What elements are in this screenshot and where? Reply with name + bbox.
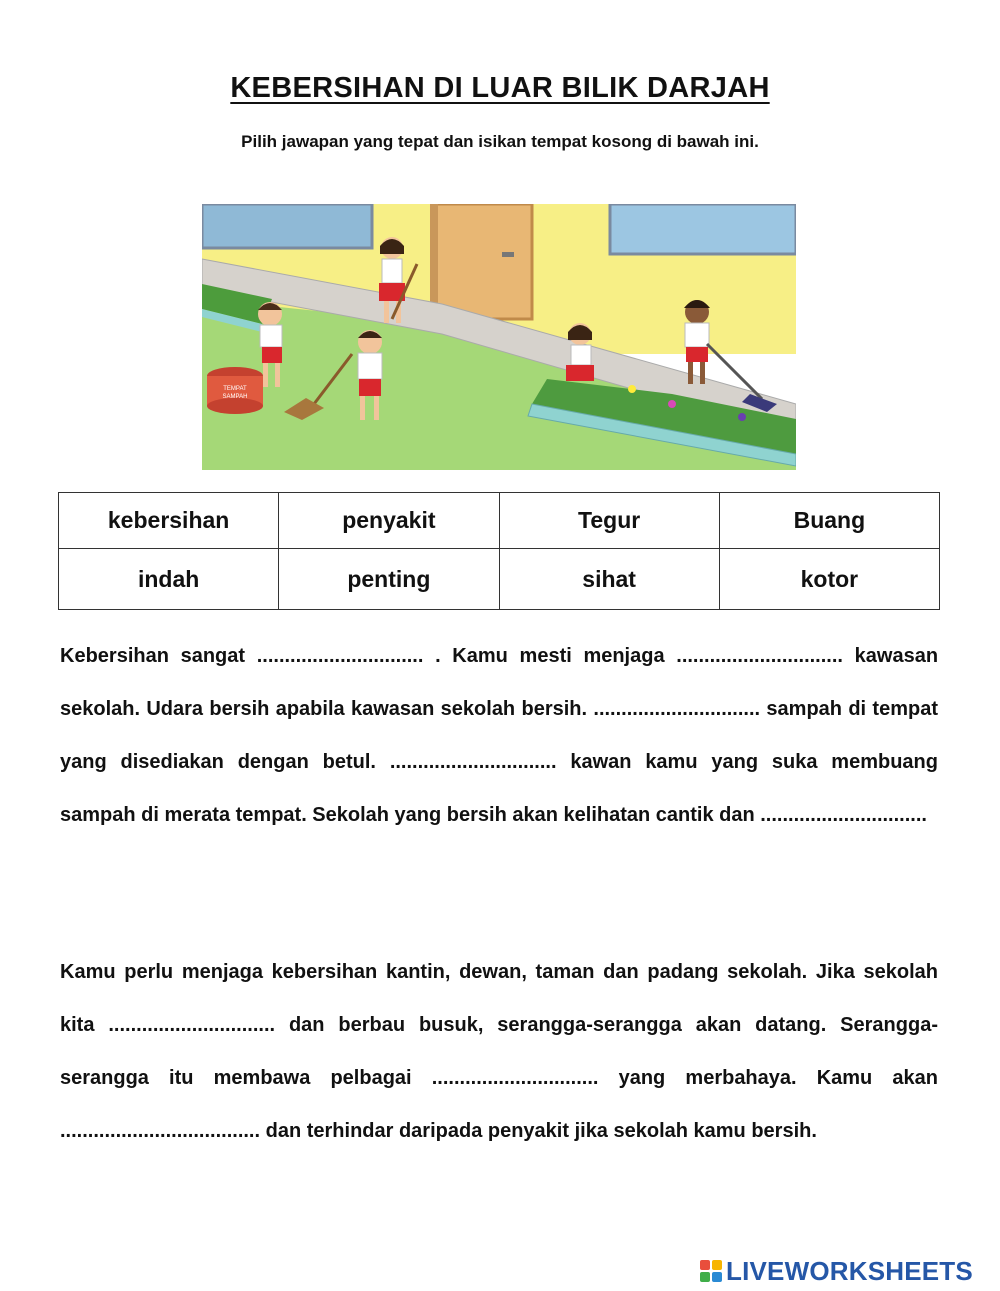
word-bank-row bbox=[59, 493, 940, 549]
logo-tile bbox=[712, 1260, 722, 1270]
liveworksheets-logo-icon bbox=[700, 1260, 722, 1282]
answer-blank-3[interactable]: .............................. bbox=[593, 698, 761, 720]
school-cleaning-illustration bbox=[202, 204, 796, 470]
paragraph-text: sampah di tempat yang disediakan dengan betul. bbox=[60, 698, 938, 773]
word-bank-cell: kotor bbox=[719, 549, 939, 610]
answer-blank-5[interactable]: .............................. bbox=[760, 804, 927, 826]
bin-label-bottom: SAMPAH bbox=[222, 394, 248, 400]
answer-blank-4[interactable]: .............................. bbox=[389, 751, 557, 773]
word-bank-table bbox=[58, 492, 940, 610]
logo-tile bbox=[712, 1272, 722, 1282]
instruction-text: Pilih jawapan yang tepat dan isikan tempat kosong di bawah ini. bbox=[241, 132, 759, 151]
word-bank-cell: Buang bbox=[719, 493, 939, 549]
paragraph-text: Kamu perlu menjaga kebersihan kantin, dewan, taman dan padang sekolah. Jika sekolah kita bbox=[60, 961, 938, 1036]
paragraph-2 bbox=[60, 946, 938, 1158]
word-bank-cell: indah bbox=[59, 549, 279, 610]
paragraph-text: dan berbau busuk, serangga-serangga akan datang. Serangga-serangga itu membawa pelbagai bbox=[60, 1014, 938, 1089]
paragraph-text: yang merbahaya. Kamu akan bbox=[618, 1067, 938, 1089]
paragraph-text: . Kamu mesti menjaga bbox=[435, 645, 665, 667]
answer-blank-2[interactable]: .............................. bbox=[676, 645, 843, 667]
paragraph-text: kawasan sekolah. Udara bersih apabila kawasan sekolah bersih. bbox=[60, 645, 939, 720]
paragraph-1 bbox=[60, 630, 938, 842]
word-bank-cell: penting bbox=[279, 549, 499, 610]
answer-blank-6[interactable]: .............................. bbox=[108, 1014, 276, 1036]
word-bank-cell: penyakit bbox=[279, 493, 499, 549]
brand-name: LIVEWORKSHEETS bbox=[726, 1255, 973, 1286]
page-title: KEBERSIHAN DI LUAR BILIK DARJAH bbox=[230, 72, 770, 104]
paragraph-text: dan terhindar daripada penyakit jika sekolah kamu bersih. bbox=[265, 1120, 817, 1142]
logo-tile bbox=[700, 1260, 710, 1270]
logo-tile bbox=[700, 1272, 710, 1282]
word-bank-cell: sihat bbox=[499, 549, 719, 610]
answer-blank-7[interactable]: .............................. bbox=[431, 1067, 599, 1089]
word-bank-cell: Tegur bbox=[499, 493, 719, 549]
liveworksheets-brand[interactable] bbox=[700, 1256, 973, 1286]
bin-label-top: TEMPAT bbox=[223, 386, 247, 392]
answer-blank-8[interactable]: .................................... bbox=[60, 1120, 261, 1142]
paragraph-text: Kebersihan sangat bbox=[60, 645, 246, 667]
word-bank-cell: kebersihan bbox=[59, 493, 279, 549]
word-bank-row bbox=[59, 549, 940, 610]
paragraph-text: kawan kamu yang suka membuang sampah di merata tempat. Sekolah yang bersih akan kelihatan cantik dan bbox=[60, 751, 938, 826]
answer-blank-1[interactable]: .............................. bbox=[256, 645, 424, 667]
